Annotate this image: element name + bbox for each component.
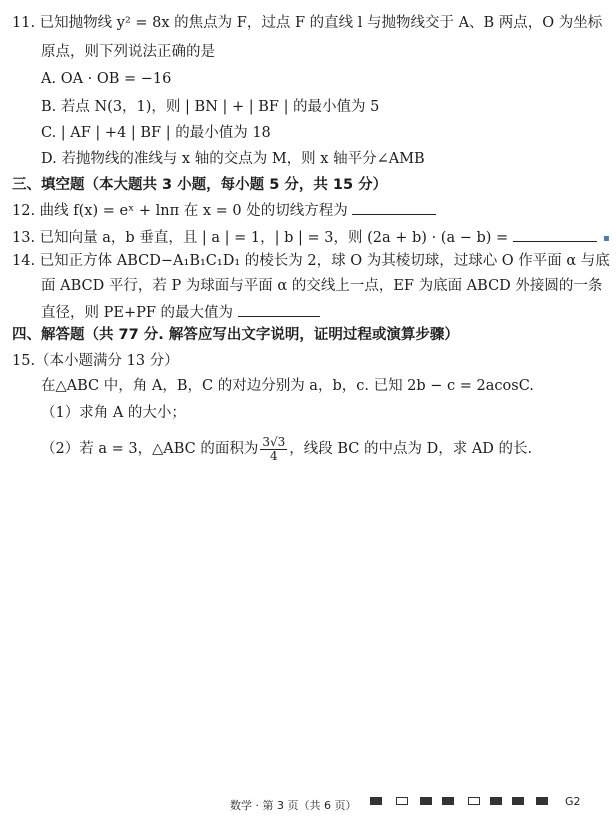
q15-part2-suffix: ，线段 BC 的中点为 D，求 AD 的长. — [289, 441, 533, 457]
code-bar-icon — [512, 797, 524, 805]
q14-stem-line2: 面 ABCD 平行，若 P 为球面与平面 α 的交线上一点，EF 为底面 ABCD 外接圆的一条 — [41, 278, 603, 294]
q12 — [12, 200, 436, 220]
fraction-denominator: 4 — [269, 448, 278, 463]
page-footer: 数学 · 第 3 页（共 6 页） — [230, 799, 357, 812]
fraction-numerator: 3√3 — [262, 434, 286, 449]
code-bar-icon — [490, 797, 502, 805]
code-bar-icon — [420, 797, 432, 805]
q14-stem-line1: 14. 已知正方体 ABCD−A₁B₁C₁D₁ 的棱长为 2，球 O 为其棱切球，过球心 O 作平面 α 与底 — [12, 253, 610, 269]
q13-answer-blank — [513, 227, 597, 242]
q14-stem-line3 — [41, 302, 320, 322]
code-bar-icon — [442, 797, 454, 805]
paper-code: G2 — [565, 795, 581, 808]
q11-option-c: C. | AF | +4 | BF | 的最小值为 18 — [41, 125, 271, 141]
q11-option-b: B. 若点 N(3，1)，则 | BN | + | BF | 的最小值为 5 — [41, 99, 380, 115]
q11-stem-line2: 原点，则下列说法正确的是 — [41, 44, 215, 60]
code-bar-icon — [370, 797, 382, 805]
code-bar-icon — [396, 797, 408, 805]
q13 — [12, 227, 597, 247]
q13-text: 13. 已知向量 a，b 垂直，且 | a | = 1，| b | = 3，则 (2a + b) · (a − b) = — [12, 230, 509, 246]
q11-stem-line1: 11. 已知抛物线 y² = 8x 的焦点为 F，过点 F 的直线 l 与抛物线交于 A、B 两点，O 为坐标 — [12, 15, 603, 31]
q15-part2-prefix: （2）若 a = 3，△ABC 的面积为 — [41, 441, 259, 457]
q12-answer-blank — [352, 200, 436, 215]
q15-stem: 在△ABC 中，角 A，B，C 的对边分别为 a，b，c. 已知 2b − c = 2acosC. — [41, 378, 534, 394]
code-bar-icon — [468, 797, 480, 805]
code-bar-icon — [536, 797, 548, 805]
margin-mark-icon: ▪ — [603, 233, 610, 244]
q14-answer-blank — [238, 302, 320, 317]
q14-text: 直径，则 PE+PF 的最大值为 — [41, 305, 234, 321]
q15-part1: （1）求角 A 的大小； — [41, 405, 186, 421]
q11-option-a: A. OA · OB = −16 — [41, 71, 172, 87]
q15-title: 15.（本小题满分 13 分） — [12, 353, 179, 369]
q12-text: 12. 曲线 f(x) = eˣ + lnπ 在 x = 0 处的切线方程为 — [12, 203, 348, 219]
q15-area-fraction — [260, 436, 287, 463]
q15-part2 — [41, 435, 532, 463]
section-fill-in-heading: 三、填空题（本大题共 3 小题，每小题 5 分，共 15 分） — [12, 177, 388, 193]
section-solution-heading: 四、解答题（共 77 分. 解答应写出文字说明，证明过程或演算步骤） — [12, 327, 459, 343]
q11-option-d: D. 若抛物线的准线与 x 轴的交点为 M，则 x 轴平分∠AMB — [41, 151, 425, 167]
